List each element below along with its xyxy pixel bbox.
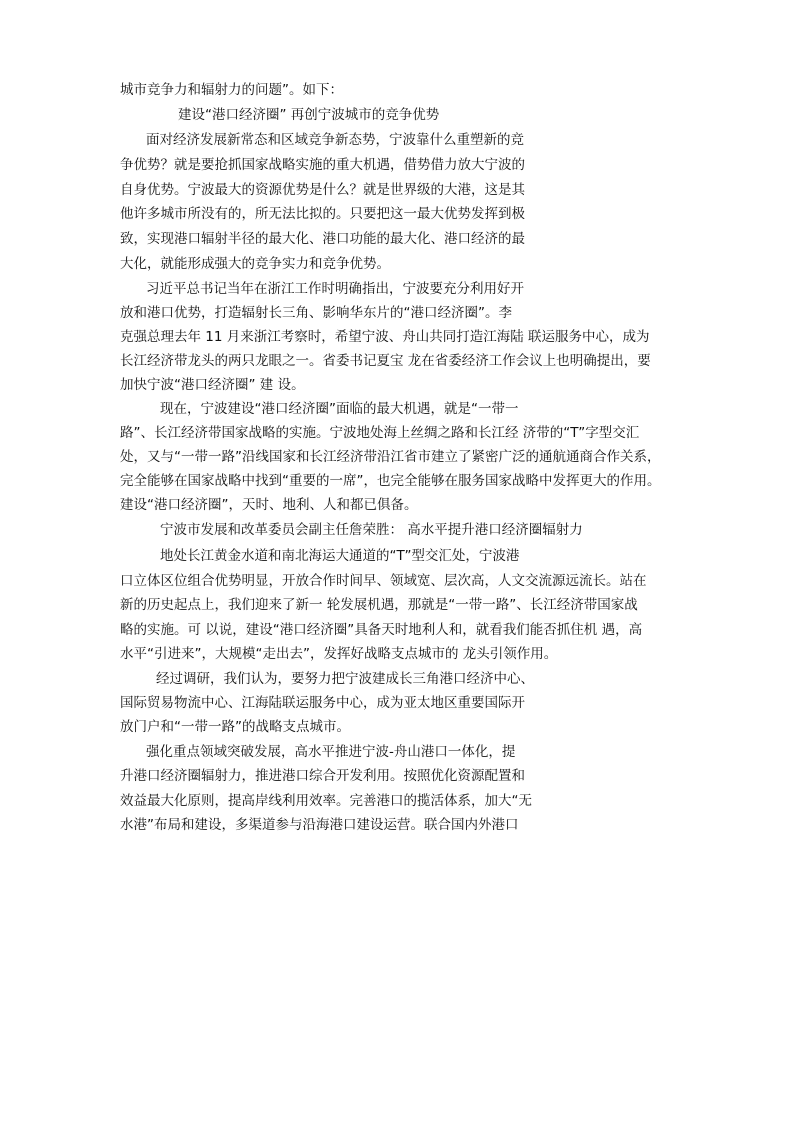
text-line: 习近平总书记当年在浙江工作时明确指出，宁波要充分利用好开 (146, 281, 524, 297)
text-line: 口立体区位组合优势明显，开放合作时间早、领域宽、层次高，人文交流源远流长。站在 (120, 573, 647, 589)
section-heading: 建设“港口经济圈” 再创宁波城市的竞争优势 (178, 107, 440, 123)
text-line: 加快宁波“港口经济圈” 建 设。 (120, 377, 305, 393)
text-line: 经过调研，我们认为，要努力把宁波建成长三角港口经济中心、 (156, 671, 534, 687)
section-heading: 宁波市发展和改革委员会副主任詹荣胜： 高水平提升港口经济圈辐射力 (160, 522, 583, 538)
text-line: 大化，就能形成强大的竞争实力和竞争优势。 (120, 256, 390, 272)
text-line: 水平“引进来”，大规模“走出去”，发挥好战略支点城市的 龙头引领作用。 (120, 646, 558, 662)
text-line: 城市竞争力和辐射力的问题”。如下： (120, 82, 343, 98)
text-line: 升港口经济圈辐射力，推进港口综合开发利用。按照优化资源配置和 (120, 768, 525, 784)
text-line: 国际贸易物流中心、江海陆联运服务中心，成为亚太地区重要国际开 (120, 695, 525, 711)
text-line: 建设“港口经济圈”，天时、地利、人和都已俱备。 (120, 497, 418, 513)
text-line: 争优势？就是要抢抓国家战略实施的重大机遇，借势借力放大宁波的 (120, 157, 525, 173)
text-line: 面对经济发展新常态和区域竞争新态势，宁波靠什么重塑新的竞 (146, 132, 524, 148)
text-line: 效益最大化原则，提高岸线利用效率。完善港口的揽活体系，加大“无 (120, 793, 532, 809)
text-line: 略的实施。可 以说，建设“港口经济圈”具备天时地利人和，就看我们能否抓住机 遇，高 (120, 622, 643, 638)
text-line: 他许多城市所没有的，所无法比拟的。只要把这一最大优势发挥到极 (120, 206, 525, 222)
text-line: 完全能够在国家战略中找到“重要的一席”，也完全能够在服务国家战略中发挥更大的作用。 (120, 473, 661, 489)
text-line: 长江经济带龙头的两只龙眼之一。省委书记夏宝 龙在省委经济工作会议上也明确提出，要 (120, 353, 651, 369)
text-line: 地处长江黄金水道和南北海运大通道的“T”型交汇处，宁波港 (160, 548, 520, 564)
text-line: 强化重点领域突破发展，高水平推进宁波-舟山港口一体化，提 (146, 744, 516, 760)
text-line: 处，又与“一带一路”沿线国家和长江经济带沿江省市建立了紧密广泛的通航通商合作关系， (120, 449, 661, 465)
text-line: 克强总理去年 11 月来浙江考察时，希望宁波、舟山共同打造江海陆 联运服务中心，成为 (120, 329, 650, 345)
text-line: 现在，宁波建设“港口经济圈”面临的最大机遇，就是“一带一 (160, 401, 519, 417)
text-line: 致，实现港口辐射半径的最大化、港口功能的最大化、港口经济的最 (120, 231, 525, 247)
text-line: 路”、长江经济带国家战略的实施。宁波地处海上丝绸之路和长江经 济带的“T”字型交汇 (120, 425, 640, 441)
text-line: 水港”布局和建设，多渠道参与沿海港口建设运营。联合国内外港口 (120, 817, 519, 833)
text-line: 自身优势。宁波最大的资源优势是什么？就是世界级的大港，这是其 (120, 182, 525, 198)
text-line: 放门户和“一带一路”的战略支点城市。 (120, 719, 350, 735)
text-line: 新的历史起点上，我们迎来了新一 轮发展机遇，那就是“一带一路”、长江经济带国家战 (120, 597, 638, 613)
text-line: 放和港口优势，打造辐射长三角、影响华东片的“港口经济圈”。李 (120, 305, 512, 321)
